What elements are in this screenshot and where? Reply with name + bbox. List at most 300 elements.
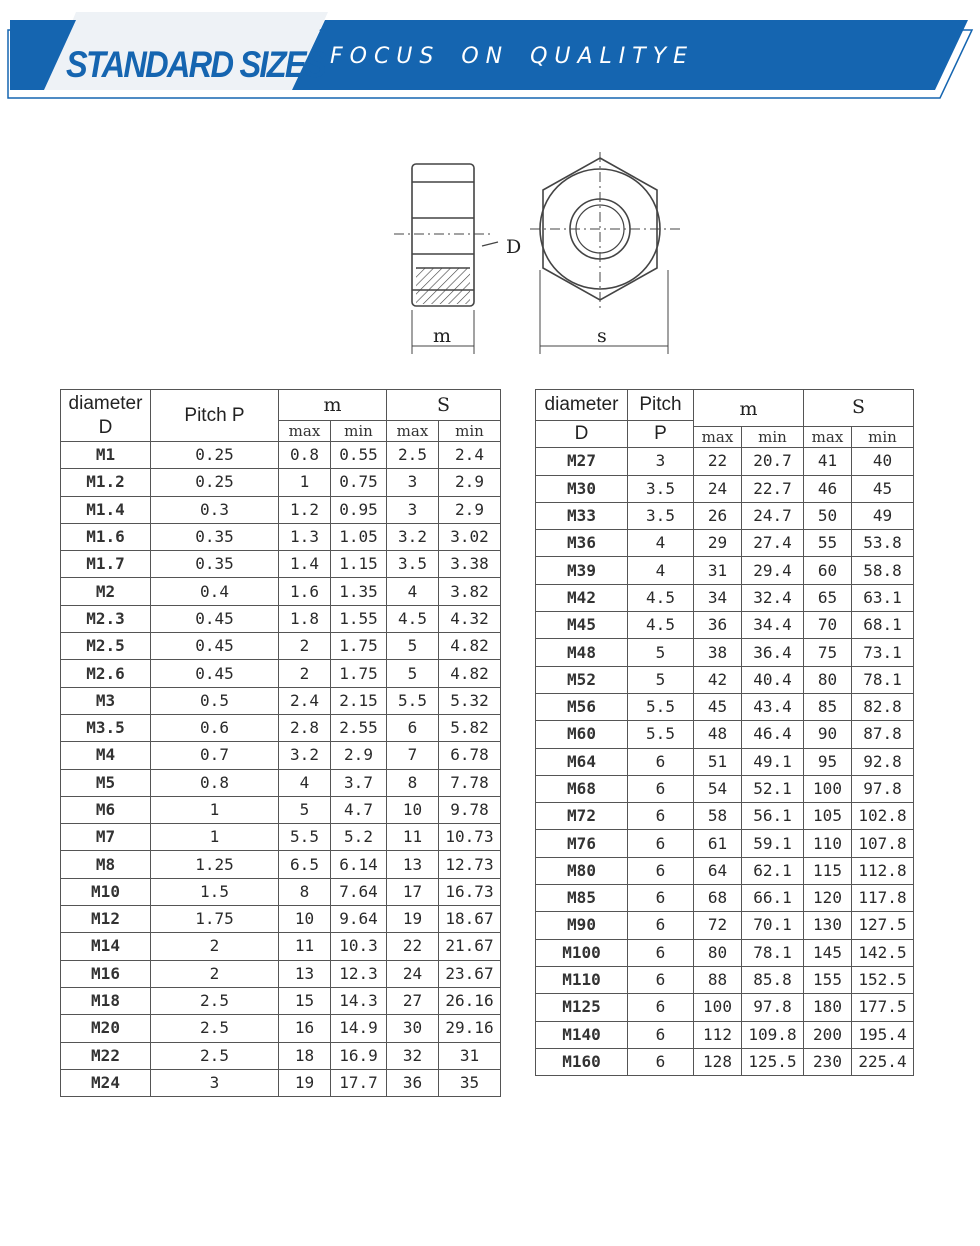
s-min-cell: 4.32 xyxy=(439,605,501,632)
table-row xyxy=(61,551,501,578)
table-row xyxy=(61,824,501,851)
size-cell: M10 xyxy=(61,878,151,905)
size-cell: M5 xyxy=(61,769,151,796)
m-max-cell: 16 xyxy=(279,1015,331,1042)
size-cell: M2 xyxy=(61,578,151,605)
table-row xyxy=(536,830,914,857)
size-cell: M39 xyxy=(536,557,628,584)
m-min-cell: 17.7 xyxy=(331,1069,387,1096)
m-min-cell: 97.8 xyxy=(742,994,804,1021)
s-min-cell: 78.1 xyxy=(852,666,914,693)
m-min-cell: 0.55 xyxy=(331,442,387,469)
size-cell: M56 xyxy=(536,693,628,720)
s-max-cell: 3 xyxy=(387,469,439,496)
size-cell: M85 xyxy=(536,885,628,912)
pitch-cell: 0.25 xyxy=(151,442,279,469)
pitch-cell: 0.45 xyxy=(151,633,279,660)
pitch-cell: 6 xyxy=(628,994,694,1021)
size-cell: M1.4 xyxy=(61,496,151,523)
pitch-cell: 0.4 xyxy=(151,578,279,605)
m-max-cell: 1 xyxy=(279,469,331,496)
s-max-cell: 22 xyxy=(387,933,439,960)
table-row xyxy=(536,666,914,693)
m-min-cell: 10.3 xyxy=(331,933,387,960)
size-cell: M18 xyxy=(61,987,151,1014)
s-max-cell: 2.5 xyxy=(387,442,439,469)
m-min-cell: 1.15 xyxy=(331,551,387,578)
size-cell: M60 xyxy=(536,721,628,748)
pitch-cell: 6 xyxy=(628,748,694,775)
diameter-header xyxy=(536,390,628,421)
s-min-cell: 10.73 xyxy=(439,824,501,851)
s-min-cell: 5.82 xyxy=(439,714,501,741)
pitch-cell: 2.5 xyxy=(151,987,279,1014)
m-min-cell: 4.7 xyxy=(331,796,387,823)
diameter-header xyxy=(61,390,151,442)
s-max-cell: 130 xyxy=(804,912,852,939)
s-min-cell: 2.9 xyxy=(439,496,501,523)
table-row xyxy=(536,748,914,775)
size-cell: M100 xyxy=(536,939,628,966)
s-min-cell: 18.67 xyxy=(439,906,501,933)
pitch-cell: 1.25 xyxy=(151,851,279,878)
diameter-symbol: D xyxy=(536,421,628,448)
s-min-cell: 4.82 xyxy=(439,660,501,687)
pitch-cell: 6 xyxy=(628,1021,694,1048)
s-min-cell: 112.8 xyxy=(852,857,914,884)
m-max-cell: 18 xyxy=(279,1042,331,1069)
m-max-cell: 1.4 xyxy=(279,551,331,578)
s-min-cell: 5.32 xyxy=(439,687,501,714)
table-row xyxy=(536,502,914,529)
m-max-cell: 112 xyxy=(694,1021,742,1048)
table-row xyxy=(536,857,914,884)
s-min-cell: 45 xyxy=(852,475,914,502)
table-row xyxy=(61,878,501,905)
m-header: m xyxy=(694,390,804,427)
s-max-cell: 115 xyxy=(804,857,852,884)
s-max-cell: 4.5 xyxy=(387,605,439,632)
pitch-cell: 1.75 xyxy=(151,906,279,933)
table-row xyxy=(536,775,914,802)
m-max-cell: 42 xyxy=(694,666,742,693)
s-max-cell: 5 xyxy=(387,633,439,660)
size-cell: M3 xyxy=(61,687,151,714)
pitch-cell: 5.5 xyxy=(628,721,694,748)
m-max-cell: 5 xyxy=(279,796,331,823)
s-min-cell: 92.8 xyxy=(852,748,914,775)
table-row xyxy=(61,1015,501,1042)
size-cell: M2.5 xyxy=(61,633,151,660)
hex-nut-drawing xyxy=(390,150,690,360)
table-row xyxy=(61,605,501,632)
table-row xyxy=(536,939,914,966)
pitch-cell: 3.5 xyxy=(628,502,694,529)
m-min-cell: 5.2 xyxy=(331,824,387,851)
size-cell: M90 xyxy=(536,912,628,939)
size-cell: M42 xyxy=(536,584,628,611)
table-row xyxy=(61,687,501,714)
table-row xyxy=(536,994,914,1021)
s-max-cell: 85 xyxy=(804,693,852,720)
table-row xyxy=(536,612,914,639)
m-min-cell: 22.7 xyxy=(742,475,804,502)
header-row xyxy=(536,390,914,421)
s-max-cell: 6 xyxy=(387,714,439,741)
size-cell: M45 xyxy=(536,612,628,639)
table-row xyxy=(61,633,501,660)
size-cell: M1 xyxy=(61,442,151,469)
s-min-cell: 29.16 xyxy=(439,1015,501,1042)
hex-nut-diagram xyxy=(390,150,690,360)
m-max-cell: 10 xyxy=(279,906,331,933)
pitch-symbol: P xyxy=(628,421,694,448)
s-min-cell: 82.8 xyxy=(852,693,914,720)
s-min-cell: 3.82 xyxy=(439,578,501,605)
m-min-cell: 6.14 xyxy=(331,851,387,878)
m-max-cell: 68 xyxy=(694,885,742,912)
m-min-cell: 14.9 xyxy=(331,1015,387,1042)
table-row xyxy=(536,448,914,475)
pitch-cell: 0.35 xyxy=(151,523,279,550)
m-max-cell: 48 xyxy=(694,721,742,748)
diameter-label: diameter xyxy=(544,394,619,415)
size-cell: M110 xyxy=(536,966,628,993)
table-row xyxy=(61,851,501,878)
m-min-cell: 66.1 xyxy=(742,885,804,912)
m-max-cell: 4 xyxy=(279,769,331,796)
size-cell: M52 xyxy=(536,666,628,693)
s-max-cell: 90 xyxy=(804,721,852,748)
m-max-cell: 1.6 xyxy=(279,578,331,605)
pitch-cell: 6 xyxy=(628,830,694,857)
front-view xyxy=(530,152,680,354)
m-max-cell: 0.8 xyxy=(279,442,331,469)
s-max-cell: 5.5 xyxy=(387,687,439,714)
s-min-header: min xyxy=(439,421,501,442)
m-max-cell: 72 xyxy=(694,912,742,939)
pitch-cell: 0.8 xyxy=(151,769,279,796)
size-cell: M2.3 xyxy=(61,605,151,632)
size-table-left xyxy=(60,389,501,1097)
m-min-cell: 0.75 xyxy=(331,469,387,496)
header-banner xyxy=(0,0,980,110)
s-min-cell: 21.67 xyxy=(439,933,501,960)
size-rows-left xyxy=(61,442,501,1097)
m-header: m xyxy=(279,390,387,421)
m-max-cell: 100 xyxy=(694,994,742,1021)
m-min-cell: 3.7 xyxy=(331,769,387,796)
s-max-cell: 75 xyxy=(804,639,852,666)
pitch-cell: 0.7 xyxy=(151,742,279,769)
s-max-cell: 17 xyxy=(387,878,439,905)
size-cell: M16 xyxy=(61,960,151,987)
size-rows-right xyxy=(536,448,914,1076)
banner-slogan: F O C U S O N Q U A L I T Y E xyxy=(330,44,688,69)
pitch-cell: 3.5 xyxy=(628,475,694,502)
s-min-header: min xyxy=(852,427,914,448)
m-min-cell: 52.1 xyxy=(742,775,804,802)
size-cell: M8 xyxy=(61,851,151,878)
m-min-cell: 29.4 xyxy=(742,557,804,584)
m-min-cell: 1.35 xyxy=(331,578,387,605)
s-max-cell: 4 xyxy=(387,578,439,605)
pitch-cell: 6 xyxy=(628,803,694,830)
pitch-cell: 6 xyxy=(628,885,694,912)
s-min-cell: 35 xyxy=(439,1069,501,1096)
pitch-cell: 2.5 xyxy=(151,1042,279,1069)
s-max-cell: 155 xyxy=(804,966,852,993)
pitch-cell: 5 xyxy=(628,639,694,666)
size-cell: M64 xyxy=(536,748,628,775)
table-row xyxy=(536,639,914,666)
m-max-cell: 5.5 xyxy=(279,824,331,851)
pitch-cell: 4 xyxy=(628,530,694,557)
m-max-cell: 128 xyxy=(694,1048,742,1075)
banner-title: STANDARD SIZES xyxy=(66,44,325,85)
table-row xyxy=(536,475,914,502)
table-row xyxy=(536,693,914,720)
m-max-cell: 3.2 xyxy=(279,742,331,769)
label-d: D xyxy=(506,236,522,258)
size-cell: M30 xyxy=(536,475,628,502)
m-min-cell: 125.5 xyxy=(742,1048,804,1075)
size-cell: M36 xyxy=(536,530,628,557)
s-min-cell: 152.5 xyxy=(852,966,914,993)
pitch-cell: 0.3 xyxy=(151,496,279,523)
s-max-cell: 41 xyxy=(804,448,852,475)
s-max-cell: 13 xyxy=(387,851,439,878)
pitch-cell: 6 xyxy=(628,939,694,966)
table-row xyxy=(536,966,914,993)
s-max-cell: 36 xyxy=(387,1069,439,1096)
pitch-cell: 1 xyxy=(151,796,279,823)
m-max-cell: 2 xyxy=(279,633,331,660)
s-max-cell: 200 xyxy=(804,1021,852,1048)
s-max-header: max xyxy=(804,427,852,448)
s-max-cell: 230 xyxy=(804,1048,852,1075)
pitch-cell: 4.5 xyxy=(628,584,694,611)
m-max-cell: 22 xyxy=(694,448,742,475)
s-max-cell: 32 xyxy=(387,1042,439,1069)
m-min-cell: 12.3 xyxy=(331,960,387,987)
m-min-cell: 9.64 xyxy=(331,906,387,933)
s-max-cell: 24 xyxy=(387,960,439,987)
pitch-cell: 5.5 xyxy=(628,693,694,720)
s-min-cell: 63.1 xyxy=(852,584,914,611)
pitch-cell: 0.45 xyxy=(151,605,279,632)
m-min-header: min xyxy=(742,427,804,448)
m-max-header: max xyxy=(279,421,331,442)
size-cell: M4 xyxy=(61,742,151,769)
m-max-header: max xyxy=(694,427,742,448)
s-min-cell: 107.8 xyxy=(852,830,914,857)
diameter-symbol: D xyxy=(98,416,113,438)
pitch-cell: 1 xyxy=(151,824,279,851)
size-cell: M3.5 xyxy=(61,714,151,741)
s-max-cell: 27 xyxy=(387,987,439,1014)
size-cell: M48 xyxy=(536,639,628,666)
s-max-cell: 3.2 xyxy=(387,523,439,550)
table-row xyxy=(61,796,501,823)
table-row xyxy=(536,803,914,830)
m-max-cell: 6.5 xyxy=(279,851,331,878)
table-row xyxy=(61,469,501,496)
m-max-cell: 26 xyxy=(694,502,742,529)
m-max-cell: 38 xyxy=(694,639,742,666)
s-min-cell: 12.73 xyxy=(439,851,501,878)
m-max-cell: 31 xyxy=(694,557,742,584)
size-cell: M68 xyxy=(536,775,628,802)
size-cell: M6 xyxy=(61,796,151,823)
s-min-cell: 73.1 xyxy=(852,639,914,666)
table-row xyxy=(61,987,501,1014)
s-max-cell: 70 xyxy=(804,612,852,639)
s-max-cell: 100 xyxy=(804,775,852,802)
s-min-cell: 225.4 xyxy=(852,1048,914,1075)
table-row xyxy=(61,523,501,550)
table-row xyxy=(61,714,501,741)
pitch-cell: 0.35 xyxy=(151,551,279,578)
table-row xyxy=(61,496,501,523)
size-table-right xyxy=(535,389,914,1076)
s-min-cell: 40 xyxy=(852,448,914,475)
pitch-cell: 2.5 xyxy=(151,1015,279,1042)
m-max-cell: 51 xyxy=(694,748,742,775)
m-max-cell: 45 xyxy=(694,693,742,720)
m-min-cell: 34.4 xyxy=(742,612,804,639)
s-max-cell: 120 xyxy=(804,885,852,912)
m-min-cell: 1.75 xyxy=(331,633,387,660)
s-max-header: max xyxy=(387,421,439,442)
m-max-cell: 13 xyxy=(279,960,331,987)
s-min-cell: 102.8 xyxy=(852,803,914,830)
size-cell: M76 xyxy=(536,830,628,857)
m-min-cell: 78.1 xyxy=(742,939,804,966)
s-min-cell: 2.4 xyxy=(439,442,501,469)
size-cell: M33 xyxy=(536,502,628,529)
size-cell: M12 xyxy=(61,906,151,933)
table-row xyxy=(536,584,914,611)
m-min-cell: 1.75 xyxy=(331,660,387,687)
s-min-cell: 23.67 xyxy=(439,960,501,987)
m-min-cell: 7.64 xyxy=(331,878,387,905)
s-header: S xyxy=(804,390,914,427)
m-max-cell: 1.8 xyxy=(279,605,331,632)
s-max-cell: 50 xyxy=(804,502,852,529)
m-max-cell: 34 xyxy=(694,584,742,611)
s-max-cell: 55 xyxy=(804,530,852,557)
s-max-cell: 145 xyxy=(804,939,852,966)
m-min-cell: 2.15 xyxy=(331,687,387,714)
table-row xyxy=(61,1069,501,1096)
s-min-cell: 9.78 xyxy=(439,796,501,823)
pitch-cell: 0.6 xyxy=(151,714,279,741)
s-min-cell: 127.5 xyxy=(852,912,914,939)
s-header: S xyxy=(387,390,501,421)
s-min-cell: 87.8 xyxy=(852,721,914,748)
pitch-header: Pitch P xyxy=(151,390,279,442)
table-row xyxy=(536,530,914,557)
m-min-cell: 2.9 xyxy=(331,742,387,769)
size-cell: M140 xyxy=(536,1021,628,1048)
m-min-cell: 32.4 xyxy=(742,584,804,611)
s-min-cell: 195.4 xyxy=(852,1021,914,1048)
pitch-cell: 6 xyxy=(628,1048,694,1075)
s-max-cell: 3.5 xyxy=(387,551,439,578)
pitch-cell: 0.45 xyxy=(151,660,279,687)
s-max-cell: 10 xyxy=(387,796,439,823)
label-m: m xyxy=(433,325,452,347)
m-max-cell: 1.2 xyxy=(279,496,331,523)
s-min-cell: 142.5 xyxy=(852,939,914,966)
s-min-cell: 97.8 xyxy=(852,775,914,802)
size-cell: M27 xyxy=(536,448,628,475)
m-max-cell: 19 xyxy=(279,1069,331,1096)
pitch-cell: 2 xyxy=(151,933,279,960)
table-row xyxy=(536,1021,914,1048)
size-cell: M14 xyxy=(61,933,151,960)
table-row xyxy=(536,557,914,584)
table-row xyxy=(61,933,501,960)
pitch-cell: 4 xyxy=(628,557,694,584)
m-min-cell: 46.4 xyxy=(742,721,804,748)
s-max-cell: 65 xyxy=(804,584,852,611)
s-min-cell: 6.78 xyxy=(439,742,501,769)
table-row xyxy=(61,442,501,469)
size-cell: M80 xyxy=(536,857,628,884)
m-max-cell: 8 xyxy=(279,878,331,905)
pitch-cell: 6 xyxy=(628,912,694,939)
size-cell: M7 xyxy=(61,824,151,851)
s-max-cell: 3 xyxy=(387,496,439,523)
pitch-cell: 0.5 xyxy=(151,687,279,714)
table-row xyxy=(61,906,501,933)
table-row xyxy=(61,578,501,605)
size-cell: M1.7 xyxy=(61,551,151,578)
size-cell: M1.2 xyxy=(61,469,151,496)
m-max-cell: 24 xyxy=(694,475,742,502)
size-cell: M1.6 xyxy=(61,523,151,550)
s-min-cell: 2.9 xyxy=(439,469,501,496)
diameter-label: diameter xyxy=(68,392,143,414)
m-min-cell: 62.1 xyxy=(742,857,804,884)
m-max-cell: 88 xyxy=(694,966,742,993)
size-cell: M20 xyxy=(61,1015,151,1042)
pitch-cell: 1.5 xyxy=(151,878,279,905)
size-cell: M24 xyxy=(61,1069,151,1096)
m-min-cell: 43.4 xyxy=(742,693,804,720)
s-max-cell: 105 xyxy=(804,803,852,830)
s-max-cell: 8 xyxy=(387,769,439,796)
m-min-cell: 1.05 xyxy=(331,523,387,550)
table-row xyxy=(536,912,914,939)
s-min-cell: 177.5 xyxy=(852,994,914,1021)
size-cell: M72 xyxy=(536,803,628,830)
s-max-cell: 180 xyxy=(804,994,852,1021)
m-min-cell: 49.1 xyxy=(742,748,804,775)
m-min-cell: 70.1 xyxy=(742,912,804,939)
label-s: s xyxy=(597,325,607,347)
m-max-cell: 15 xyxy=(279,987,331,1014)
s-max-cell: 5 xyxy=(387,660,439,687)
pitch-cell: 2 xyxy=(151,960,279,987)
s-min-cell: 3.38 xyxy=(439,551,501,578)
s-min-cell: 3.02 xyxy=(439,523,501,550)
size-cell: M22 xyxy=(61,1042,151,1069)
size-cell: M160 xyxy=(536,1048,628,1075)
s-min-cell: 26.16 xyxy=(439,987,501,1014)
